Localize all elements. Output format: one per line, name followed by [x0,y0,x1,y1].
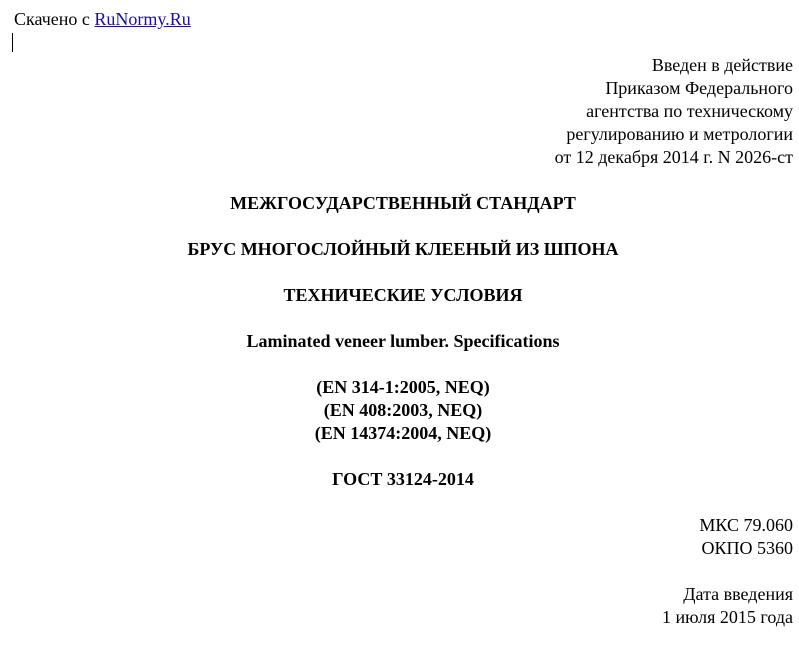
okpo-code: ОКПО 5360 [701,538,793,558]
decree-line: Приказом Федерального [605,78,793,98]
intro-date-label: Дата введения [683,584,793,604]
references-block [0,376,799,445]
classifiers-block [699,514,793,560]
intro-date-block [662,583,793,629]
intro-date-value: 1 июля 2015 года [662,607,793,627]
source-link[interactable]: RuNormy.Ru [94,9,191,29]
standard-code: ГОСТ 33124-2014 [332,469,474,489]
standard-name-heading: БРУС МНОГОСЛОЙНЫЙ КЛЕЕНЫЙ ИЗ ШПОНА [187,239,619,259]
source-line [14,8,191,31]
standard-type-heading: МЕЖГОСУДАРСТВЕННЫЙ СТАНДАРТ [230,193,576,213]
decree-line: от 12 декабря 2014 г. N 2026-ст [554,147,793,167]
decree-line: регулированию и метрологии [566,124,793,144]
decree-line: Введен в действие [651,55,793,75]
source-prefix: Скачено с [14,9,95,29]
reference-line: (EN 314-1:2005, NEQ) [316,377,490,397]
english-title: Laminated veneer lumber. Specifications [246,331,560,351]
decree-line: агентства по техническому [586,101,793,121]
reference-line: (EN 408:2003, NEQ) [323,400,483,420]
mks-code: МКС 79.060 [699,515,793,535]
reference-line: (EN 14374:2004, NEQ) [314,423,492,443]
decree-block [555,54,793,169]
standard-subtitle-heading: ТЕХНИЧЕСКИЕ УСЛОВИЯ [283,285,523,305]
text-cursor [12,33,13,52]
